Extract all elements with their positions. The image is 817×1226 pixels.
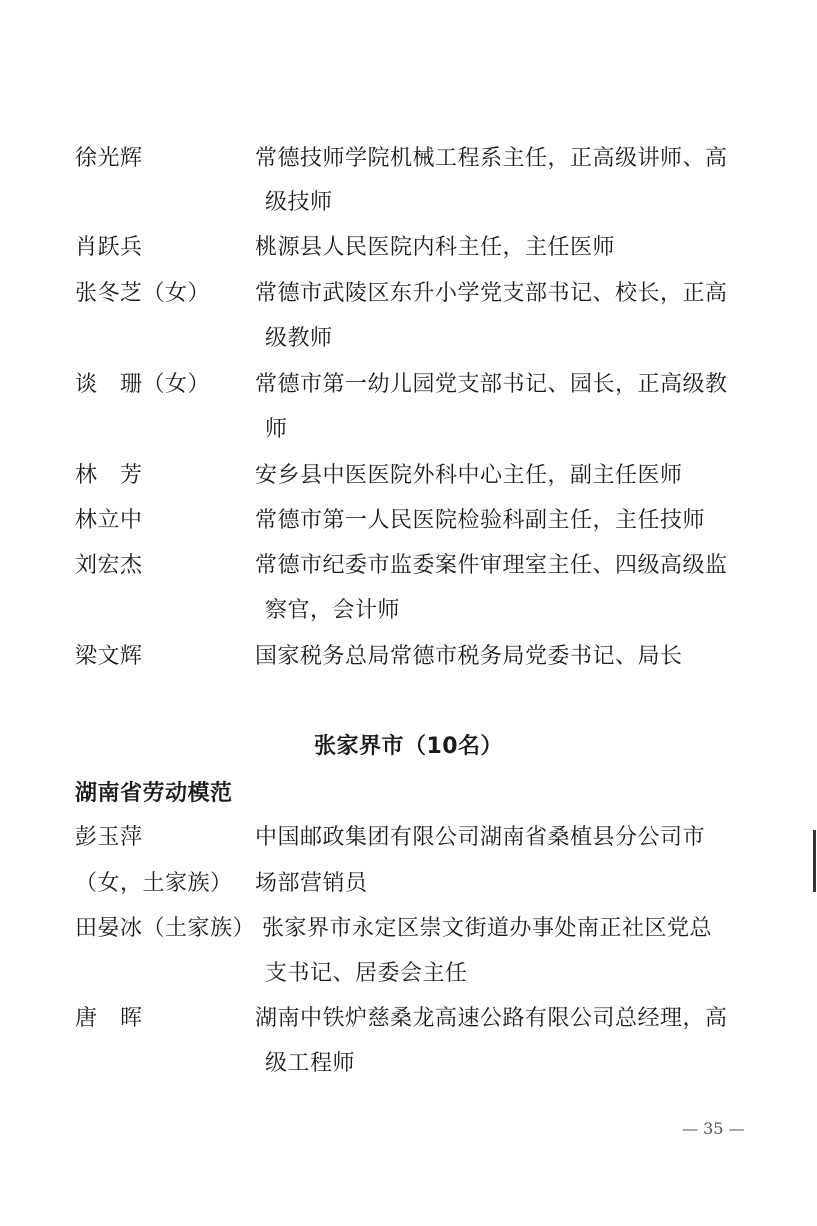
entry-description-continued: 支书记、居委会主任 xyxy=(265,961,468,986)
entry-name: 林立中 xyxy=(75,508,143,533)
entry-description: 安乡县中医医院外科中心主任，副主任医师 xyxy=(255,463,683,488)
entry-name: 田晏冰（土家族） xyxy=(75,916,256,941)
entry-name: 梁文辉 xyxy=(75,644,143,669)
entry-description-continued: 级工程师 xyxy=(265,1051,356,1076)
entry-name: 彭玉萍 xyxy=(75,825,143,850)
entry-description-continued: 级技师 xyxy=(265,190,333,215)
entry-description: 常德市第一人民医院检验科副主任，主任技师 xyxy=(255,508,706,533)
entry-description-continued: 场部营销员 xyxy=(255,871,368,896)
entry-name: 林 芳 xyxy=(75,463,143,488)
entry-name: 刘宏杰 xyxy=(75,553,143,578)
entry-description: 常德市武陵区东升小学党支部书记、校长，正高 xyxy=(255,281,728,306)
entry-description-continued: 师 xyxy=(265,417,288,442)
entry-description: 中国邮政集团有限公司湖南省桑植县分公司市 xyxy=(255,825,706,850)
category-heading: 湖南省劳动模范 xyxy=(75,781,233,806)
entry-name: 张冬芝（女） xyxy=(75,281,211,306)
page-edge-mark xyxy=(813,830,816,892)
entry-description-continued: 级教师 xyxy=(265,326,333,351)
entry-description: 国家税务总局常德市税务局党委书记、局长 xyxy=(255,644,683,669)
entry-name: 肖跃兵 xyxy=(75,235,143,260)
entry-description-continued: 察官，会计师 xyxy=(265,598,401,623)
entry-description: 常德技师学院机械工程系主任，正高级讲师、高 xyxy=(255,146,728,171)
entry-name-continued: （女，土家族） xyxy=(75,871,233,896)
entry-description: 桃源县人民医院内科主任，主任医师 xyxy=(255,235,616,260)
entry-description: 张家界市永定区崇文街道办事处南正社区党总 xyxy=(262,916,713,941)
entry-description: 常德市纪委市监委案件审理室主任、四级高级监 xyxy=(255,553,728,578)
entry-name: 徐光辉 xyxy=(75,146,143,171)
page-number: — 35 — xyxy=(682,1119,745,1138)
city-heading: 张家界市（10名） xyxy=(313,734,504,759)
entry-description: 常德市第一幼儿园党支部书记、园长，正高级教 xyxy=(255,372,728,397)
entry-description: 湖南中铁炉慈桑龙高速公路有限公司总经理，高 xyxy=(255,1006,728,1031)
entry-name: 谈 珊（女） xyxy=(75,372,211,397)
entry-name: 唐 晖 xyxy=(75,1006,143,1031)
